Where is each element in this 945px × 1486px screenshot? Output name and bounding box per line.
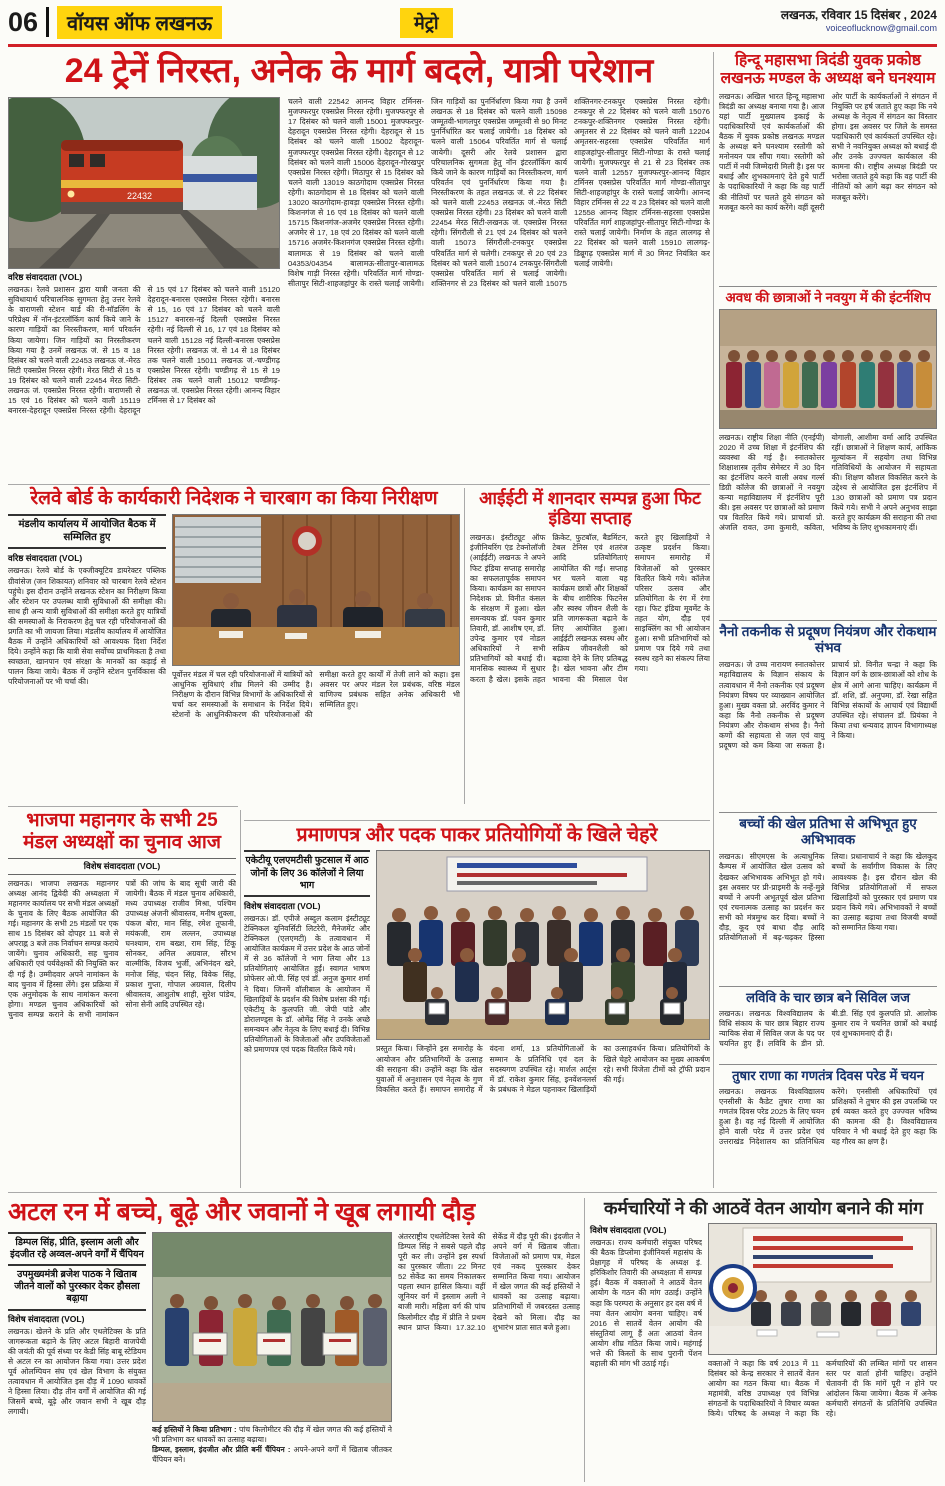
section-name: मेट्रो (400, 8, 453, 38)
train-photo-art (9, 98, 279, 268)
rule-bjp-top (8, 806, 238, 807)
nano-body: लखनऊ। जे उच्च नारायण स्नातकोत्तर महाविद्यालय के विज्ञान संकाय के तत्वावधान में नैनो तकनीक एवं प्रदूषण नियंत्रण विषय पर व्याख्यान आयोजित हुआ। मुख्य वक्ता प्रो. अरविंद कुमार ने कहा कि नैनो तकनीक से प्रदूषण नियंत्रण और रोकथाम संभव है। नैनो कणों की सहायता से जल एवं वायु प्रदूषण को कम किया जा सकता है। प्राचार्य प्रो. विनीत चन्द्रा ने कहा कि विज्ञान वर्ग के छात्र-छात्राओं को शोध के क्षेत्र में आगे आना चाहिए। कार्यक्रम में डॉ. शशि, डॉ. अनुपमा, डॉ. रेखा सहित विभिन्न संकायों के आचार्य एवं विद्यार्थी उपस्थित रहे। संचालन डॉ. प्रियंका ने किया तथा धन्यवाद ज्ञापन विभागाध्यक्ष ने किया। (719, 660, 937, 751)
article-nano (719, 620, 937, 810)
wage-meeting-photo (708, 1223, 937, 1355)
rule-cert-top (244, 820, 710, 821)
article-lviv-civil-judge (719, 986, 937, 1062)
atal-left (8, 1232, 146, 1475)
paper-name: वॉयस ऑफ लखनऊ (57, 6, 222, 39)
atal-subhead-2: उपमुख्यमंत्री ब्रजेश पाठक ने खिताब जीतने वालों को पुरस्कार देकर हौसला बढ़ा़या (8, 1266, 146, 1310)
railway-meeting-photo (172, 514, 460, 666)
wage-left (590, 1223, 702, 1477)
certificates-right (376, 850, 710, 1172)
article-bjp-election (8, 810, 236, 1190)
avadh-photo-art (720, 310, 936, 428)
trains-right-text: चलने वाली 22542 आनन्द विहार टर्मिनस-मुजफ्फरपुर एक्सप्रेस निरस्त रहेगी। मुजफ्फरपुर से 17 दिसंबर को चलने वाली 15001 मुजफ्फरपुर-देहरादून एक्सप्रेस निरस्त रहेगी। देहरादून से 15 दिसंबर को चलने वाली 15002 देहरादून-मुजफ्फरपुर एक्सप्रेस निरस्त रहेगी। देहरादून से 12 दिसंबर को चलने वाली 15006 देहरादून-गोरखपुर एक्सप्रेस निरस्त रहेगी। मिठापुर से 15 दिसंबर को चलने वाली 13019 काठगोदाम एक्सप्रेस निरस्त रहेगी। काठगोदाम से 18 दिसंबर को चलने वाली 13020 काठगोदाम-हावड़ा एक्सप्रेस निरस्त रहेगी। किशनगंज से 16 एवं 18 दिसंबर को चलने वाली 15715 किशनगंज-अजमेर एक्सप्रेस निरस्त रहेगी। अजमेर से 17, 18 एवं 20 दिसंबर को चलने वाली 15716 अजमेर-किशनगंज एक्सप्रेस निरस्त रहेगी। बालामऊ से 19 दिसंबर को चलने वाली 04353/04354 बालामऊ-सीतापुर-बालामऊ विशेष गाड़ी निरस्त रहेगी। परिवर्तित मार्ग गोण्डा-सीतापुर सिटी-शाहजहांपुर के रास्ते चलाई जायेगी। जिन गाड़ियों का पुनर्निर्धारण किया गया है उनमें लखनऊ से 18 दिसंबर को चलने वाली 15098 जम्मूतवी-भागलपुर एक्सप्रेस जम्मूतवी से 90 मिनट पुनर्निर्धारित कर चलाई जायेगी। 18 दिसंबर को चलने वाली 15064 परिवर्तित मार्ग से चलाई जायेगी। दूसरी ओर रेलवे प्रशासन द्वारा परिचालनिक सुगमता हेतु नॉन इंटरलॉकिंग कार्य किये जाने के कारण गाड़ियों का निरस्तीकरण, मार्ग परिवर्तन एवं पुनर्निर्धारण किया गया है। निरस्तीकरण के तहत लखनऊ जं. से 22 दिसंबर को चलने वाली 22453 लखनऊ जं.-मेरठ सिटी एक्सप्रेस निरस्त रहेगी। 23 दिसंबर को चलने वाली 22454 मेरठ सिटी-लखनऊ जं. एक्सप्रेस निरस्त रहेगी। सिंगरौली से 21 एवं 24 दिसंबर को चलने वाली 15073 सिंगरौली-टनकपुर एक्सप्रेस परिवर्तित मार्ग से चलेगी। टनकपुर से 20 एवं 23 दिसंबर को चलने वाली 15074 टनकपुर-सिंगरौली एक्सप्रेस परिवर्तित मार्ग से चलाई जायेगी। शक्तिनगर से 23 दिसंबर को चलने वाली 15075 शक्तिनगर-टनकपुर एक्सप्रेस निरस्त रहेगी। टनकपुर से 22 दिसंबर को चलने वाली 15076 टनकपुर-शक्तिनगर एक्सप्रेस निरस्त रहेगी। अमृतसर से 22 दिसंबर को चलने वाली 12204 अमृतसर-सहरसा एक्सप्रेस परिवर्तित मार्ग शाहजहांपुर-सीतापुर सिटी-गोण्डा के रास्ते चलाई जायेगी। मुजफ्फरपुर से 21 से 23 दिसंबर तक चलने वाली 12557 मुजफ्फरपुर-आनन्द विहार टर्मिनस एक्सप्रेस परिवर्तित मार्ग गोण्डा-सीतापुर सिटी-शाहजहांपुर के रास्ते चलाई जायेगी। आनन्द विहार टर्मिनस से 22 व 23 दिसंबर को चलने वाली 12558 आनन्द विहार टर्मिनस-सहरसा एक्सप्रेस परिवर्तित मार्ग शाहजहांपुर-सीतापुर सिटी-गोण्डा के रास्ते चलाई जायेगी। निर्माण के तहत लालगढ़ से 22 दिसंबर को चलने वाली 15910 लालगढ़-डिब्रूगढ़ एक्सप्रेस मार्ग में 30 मिनट नियंत्रित कर चलाई जायेगी। (288, 97, 710, 288)
page-number: 06 (8, 6, 39, 37)
atal-photo-art (153, 1233, 391, 1421)
certificates-headline: प्रमाणपत्र और पदक पाकर प्रतियोगियों के खिले चेहरे (296, 824, 658, 846)
avadh-body: लखनऊ। राष्ट्रीय शिक्षा नीति (एनईपी) 2020 में उच्च शिक्षा में इंटर्नशिप की व्यवस्था की गई है। स्नातकोत्तर शिक्षाशास्त्र तृतीय सेमेस्टर में 30 दिन का इंटर्नशिप करने वाली अवध गर्ल्स डिग्री कॉलेज की छात्राओं ने नवयुग कन्या महाविद्यालय में इंटर्नशिप पूरी की। इस अवसर पर छात्राओं को प्रमाण पत्र वितरित किये गये। प्राचार्या प्रो. अंजलि रावत, उमा कुमारी, कविता, योगाली, आशीमा वर्मा आदि उपस्थित रहीं। छात्राओं ने शिक्षण कार्य, आंकिक मूल्यांकन में सहयोग तथा विभिन्न गतिविधियों के आयोजन में सहायता की। शिक्षण कौशल विकसित करने के उद्देश्य से आयोजित इस इंटर्नशिप में 130 छात्राओं को प्रमाण पत्र प्रदान किये गये। सभी ने अपने अनुभव साझा करते हुए कार्यक्रम की सराहना की तथा भविष्य के लिए शुभकामनाएं दीं। (719, 432, 937, 533)
atal-run-photo (152, 1232, 392, 1422)
masthead-right (781, 6, 937, 33)
railway-board-right (172, 514, 460, 798)
bjp-byline: विशेष संवाददाता (VOL) (8, 858, 236, 875)
wage-right (708, 1223, 937, 1477)
atal-byline: विशेष संवाददाता (VOL) (8, 1313, 85, 1324)
atal-caption-1 (152, 1425, 392, 1445)
rule-atal-wage-vertical (584, 1198, 585, 1482)
main-vertical-rule (713, 52, 714, 1188)
article-iet-fit-india (470, 488, 710, 818)
atal-caption-1-rest: पांच किलोमीटर की दौड़ में खेल जगत की कई हस्तियों ने भी प्रतिभाग कर धावकों का उत्साह बढ़ाया। (152, 1424, 392, 1444)
atal-caption-1-lead: कई हस्तियों ने किया प्रतिभाग : (152, 1424, 237, 1434)
nano-headline: नैनो तकनीक से प्रदूषण नियंत्रण और रोकथाम संभव (719, 624, 937, 656)
atal-headline: अटल रन में बच्चे, बूढ़े और जवानों ने खूब लगायी दौड़ (8, 1198, 476, 1226)
tushar-headline: तुषार राणा का गणतंत्र दिवस परेड में चयन (732, 1068, 924, 1083)
atal-left-text: लखनऊ। खेलने के प्रति और एथलेटिक्स के प्रति जागरूकता बढ़ाने के लिए अटल बिहारी वाजपेयी की जयंती की पूर्व संध्या पर केडी सिंह बाबू स्टेडियम से अटल रन का आयोजन किया गया। उत्तर प्रदेश पूर्व ओलम्पियन संघ एवं खेल विभाग के संयुक्त तत्वावधान में आयोजित इस दौड़ में 1090 धावकों ने हिस्सा लिया। दौड़ तीन वर्गों में आयोजित की गई जिसमें बच्चे, बूढ़े और जवान सभी ने खूब दौड़ लगायी। (8, 1326, 146, 1417)
bjp-headline: भाजपा महानगर के सभी 25 मंडल अध्यक्षों का चुनाव आज (23, 810, 221, 853)
atal-caption-2-rest: अपने-अपने वर्गों में खिताब जीतकर चैंपियन बने। (152, 1444, 392, 1465)
article-khel-pratibha (719, 812, 937, 984)
trains-left-text: लखनऊ। रेलवे प्रशासन द्वारा यात्री जनता की सुविधायार्थ परिचालनिक सुगमता हेतु उत्तर रेलवे के वाराणसी स्टेशन यार्ड की री-मॉडलिंग के परिप्रेक्ष्य में नॉन-इंटरलॉकिंग कार्य किये जाने के कारण गाड़ियों का निरस्तीकरण, मार्ग परिवर्तन किया जायेगा। जिन गाड़ियों का निरस्तीकरण किया गया है उनमें लखनऊ जं. से 15 व 18 दिसंबर को चलने वाली 22453 लखनऊ जं.-मेरठ सिटी एक्सप्रेस निरस्त रहेगी। मेरठ सिटी से 15 व 19 दिसंबर को चलने वाली 22454 मेरठ सिटी-लखनऊ जं. एक्सप्रेस निरस्त रहेगी। वाराणसी से 15 एवं 16 दिसंबर को चलने वाली 15119 बनारस-देहरादून एक्सप्रेस निरस्त रहेगी। देहरादून से 15 एवं 17 दिसंबर को चलने वाली 15120 देहरादून-बनारस एक्सप्रेस निरस्त रहेगी। बनारस से 15, 16 एवं 17 दिसंबर को चलने वाली 15127 बनारस-नई दिल्ली एक्सप्रेस निरस्त रहेगी। नई दिल्ली से 16, 17 एवं 18 दिसंबर को चलने वाली 15128 नई दिल्ली-बनारस एक्सप्रेस निरस्त रहेगी। लखनऊ जं. से 14 से 18 दिसंबर तक चलने वाली 15011 लखनऊ जं.-चण्डीगढ़ एक्सप्रेस निरस्त रहेगी। चण्डीगढ़ से 15 से 19 दिसंबर तक चलने वाली 15012 चण्डीगढ़-लखनऊ जं. एक्सप्रेस निरस्त रहेगी। आनन्द विहार टर्मिनस से 17 दिसंबर को (8, 285, 280, 416)
railway-board-subhead: मंडलीय कार्यालय में आयोजित बैठक में सम्मिलित हुए (8, 514, 166, 550)
rule-bottom-band (8, 1192, 937, 1193)
lviv-headline: लविवि के चार छात्र बने सिविल जज (746, 990, 910, 1005)
wage-left-text: लखनऊ। राज्य कर्मचारी संयुक्त परिषद की बैठक डिप्लोमा इंजीनियर्स महासंघ के प्रेक्षागृह में परिषद के अध्यक्ष इं. हरिकिशोर तिवारी की अध्यक्षता में सम्पन्न हुई। बैठक में वक्ताओं ने आठवें वेतन आयोग के गठन की मांग उठाई। उन्होंने कहा कि परम्परा के अनुसार हर दस वर्ष में नया वेतन आयोग बनना चाहिए। वर्ष 2016 से सातवें वेतन आयोग की संस्तुतियां लागू हैं अतः आठवां वेतन आयोग शीघ्र गठित किया जाये। महंगाई भत्ते की किस्तों के साथ पुरानी पेंशन बहाली की मांग भी उठाई गई। (590, 1238, 702, 1369)
railway-board-headline: रेलवे बोर्ड के कार्यकारी निदेशक ने चारबाग का किया निरीक्षण (30, 488, 438, 509)
wage-headline: कर्मचारियों ने की आठवें वेतन आयोग बनाने की मांग (604, 1198, 923, 1218)
certificates-left-text: लखनऊ। डॉ. एपीजे अब्दुल कलाम इंस्टीट्यूट टेक्निकल यूनिवर्सिटी लिटरेरी, मैनेजमेंट और टेक्निकल (एलएमटी) के तत्वावधान में आयोजित कार्यक्रम में उत्तर प्रदेश के आठ जोनों में से 36 कॉलेजों ने भाग लिया और 13 प्रतियोगिताएं आयोजित हुईं। स्वागत भाषण प्रोफेसर ओ.पी. सिंह एवं डॉ. अनुज कुमार शर्मा ने दिया। जिनमें वॉलीबाल के आयोजन में खिलाड़ियों के प्रदर्शन की विशेष प्रशंसा की गई। एकेटीयू के कुलपति जी. जेपी पांडे और डोरालण्ड्स के डॉ. ओमेंद्र सिंह ने उनके अच्छे समन्वयन और नेतृत्व के लिए बधाई दी। विभिन्न प्रतियोगिताओं के विजेताओं और उपविजेताओं को प्रमाणपत्र एवं पदक वितरित किये गये। (244, 913, 370, 1055)
wage-photo-art (709, 1224, 936, 1354)
trains-headline: 24 ट्रेनें निरस्त, अनेक के मार्ग बदले, यात्री परेशान (64, 52, 654, 90)
masthead-rule (8, 44, 937, 47)
trains-byline: वरिष्ठ संवाददाता (VOL) (8, 272, 83, 283)
atal-caption-2 (152, 1445, 392, 1465)
khel-headline: बच्चों की खेल प्रतिभा से अभिभूत हुए अभिभावक (739, 816, 917, 848)
atal-middle (152, 1232, 392, 1475)
article-wage-commission (590, 1198, 937, 1482)
khel-body: लखनऊ। सीएमएस के अत्याधुनिक कैम्पस में आयोजित खेल उत्सव को देखकर अभिभावक अभिभूत हो गये। इस अवसर पर प्री-प्राइमरी के नन्हें-मुन्ने बच्चों ने अपनी अभूतपूर्व खेल प्रतिभा एवं रचनात्मक उत्साह का प्रदर्शन कर सभी को मंत्रमुग्ध कर दिया। बच्चों ने दौड़, कूद एवं बाधा दौड़ आदि प्रतियोगिताओं में बढ़-चढ़कर हिस्सा लिया। प्रधानाचार्य ने कहा कि खेलकूद बच्चों के सर्वांगीण विकास के लिए आवश्यक है। इस दौरान खेल की विभिन्न प्रतियोगिताओं में सफल खिलाड़ियों को पुरस्कार एवं प्रमाण पत्र प्रदान किये गये। अभिभावकों ने बच्चों का उत्साह बढ़ाया तथा विजयी बच्चों को सम्मानित किया गया। (719, 852, 937, 943)
article-trains (8, 52, 710, 482)
certificates-bottom-text: प्रस्तुत किया। जिन्होंने इस समारोह के आयोजन और प्रतिभागियों के उत्साह की सराहना की। उन्होंने कहा कि खेल युवाओं में अनुशासन एवं नेतृत्व के गुण विकसित करते हैं। समापन समारोह में वंदना शर्मा, 13 प्रतियोगिताओं के सम्मान के प्रतिनिधि एवं दल के सदस्यगण उपस्थित रहे। मार्शल आर्ट्स में डॉ. राकेश कुमार सिंह, इनवेंशनलर्स के प्रबंधक ने मेडल पहनाकर खिलाड़ियों का उत्साहवर्धन किया। प्रतियोगियों के खिले चेहरे आयोजन का मुख्य आकर्षण रहे। सभी विजेता टीमों को ट्रॉफी प्रदान की गई। (376, 1044, 710, 1094)
article-certificates (244, 824, 710, 1188)
wage-byline: विशेष संवाददाता (VOL) (590, 1225, 667, 1235)
rule-bjp-cert-vertical (240, 810, 241, 1188)
tushar-body: लखनऊ। लखनऊ विश्वविद्यालय एनसीसी के कैडेट तुषार राणा का गणतंत्र दिवस परेड 2025 के लिए चयन हुआ है। वह नई दिल्ली में आयोजित होने वाली परेड में उत्तर प्रदेश एवं उत्तराखंड निदेशालय का प्रतिनिधित्व करेंगे। एनसीसी अधिकारियों एवं प्रशिक्षकों ने तुषार की इस उपलब्धि पर हर्ष व्यक्त करते हुए उज्ज्वल भविष्य की कामना की है। विश्वविद्यालय परिवार ने भी बधाई देते हुए कहा कि यह गौरव का क्षण है। (719, 1086, 937, 1147)
email: voiceoflucknow@gmail.com (825, 23, 937, 33)
lviv-body: लखनऊ। लखनऊ विश्वविद्यालय के विधि संकाय के चार छात्र बिहार राज्य न्यायिक सेवा में सिविल जज के पद पर चयनित हुए हैं। लविवि के डीन प्रो. बी.डी. सिंह एवं कुलपति प्रो. आलोक कुमार राय ने चयनित छात्रों को बधाई एवं शुभकामनाएं दी हैं। (719, 1008, 937, 1048)
train-photo (8, 97, 280, 269)
bjp-body: लखनऊ। भाजपा लखनऊ महानगर अध्यक्ष आनंद द्विवेदी की अध्यक्षता में महानगर कार्यालय पर सभी मंडल अध्यक्षों के चुनाव के लिए बैठक आयोजित की गई। महानगर के सभी 25 मंडलों पर एक साथ 15 दिसंबर को दोपहर 11 बजे से अपराह्न 3 बजे तक निर्वाचन सम्पन्न कराये जायेंगे। चुनाव अधिकारी, सह चुनाव अधिकारी एवं पर्यवेक्षकों की नियुक्ति कर दी गई है। उम्मीदवार अपने नामांकन के बाद चुनाव में हिस्सा लेंगे। इस प्रक्रिया में एक अनुमोदक के साथ नामांकन करना होगा। मण्डल चुनाव अधिकारियों को चुनाव सम्पन्न कराने के सभी नामांकन पत्रों की जांच के बाद सूची जारी की जायेगी। बैठक में मंडल चुनाव अधिकारी, मध्य उपाध्यक्ष राजीव मिश्रा, पश्चिम उपाध्यक्ष अंजनी श्रीवास्तव, मनीष शुक्ला, पंकज बोरा, मान सिंह, रमेश तूफानी, मयंकजी, राम लल्लन, उपाध्यक्ष घनश्याम, राम बख्श, राम सिंह, टिंकू सोनकर, अनिल अग्रवाल, सौरभ वाल्मीकि, विजय भुर्जी, अभिनंदन खरे, मनोज सिंह, चंदन सिंह, विवेक सिंह, प्रकाश गुप्ता, गोपाल अग्रवाल, दिलीप श्रीवास्तव, आशुतोष शाही, सुरेश पांडेय, सोना सेनी आदि उपस्थित रहे। (8, 878, 236, 1019)
certificates-subhead: एकेटीयू एलएमटीसी फुटसाल में आठ जोनों के लिए 36 कॉलेजों ने लिया भाग (244, 850, 370, 896)
railway-board-left (8, 514, 166, 798)
article-atal-run (8, 1198, 580, 1482)
avadh-photo (719, 309, 937, 429)
wage-bottom-text: वक्ताओं ने कहा कि वर्ष 2013 में 11 दिसंबर को केन्द्र सरकार ने सातवें वेतन आयोग का गठन किया था। बैठक में महामंत्री, वरिष्ठ उपाध्यक्ष एवं विभिन्न संगठनों के पदाधिकारियों ने विचार व्यक्त किये। परिषद के अध्यक्ष ने कहा कि कर्मचारियों की लम्बित मांगों पर शासन स्तर पर वार्ता होनी चाहिए। उन्होंने चेतावनी दी कि मांगें पूरी न होने पर आंदोलन किया जायेगा। बैठक में अनेक कर्मचारी संगठनों के प्रतिनिधि उपस्थित रहे। (708, 1359, 937, 1419)
certificates-photo-art (377, 851, 709, 1039)
atal-caption-2-lead: डिम्पल, इस्लाम, इंदजीत और प्रीति बनीं चैंपियन : (152, 1444, 291, 1454)
avadh-headline: अवध की छात्राओं ने नवयुग में की इंटर्नशिप (725, 290, 931, 305)
article-hindu-mahasabha (719, 52, 937, 284)
atal-right-text: अंतरराष्ट्रीय एथलेटिक्स रेलवे की डिम्पल सिंह ने सबसे पहले दौड़ पूरी कर ली। उन्होंने इस स्पर्धा का पुरस्कार जीता। 22 मिनट 52 सेकेंड का समय निकालकर पहला स्थान हासिल किया। वहीं जूनियर वर्ग में इस्लाम अली ने बाजी मारी। महिला वर्ग की पांच किलोमीटर दौड़ में प्रीति ने प्रथम स्थान प्राप्त किया। 17.32.10 सेकेंड में दौड़ पूरी की। इंदजीत ने अपने वर्ग में खिताब जीता। विजेताओं को प्रमाण पत्र, मेडल एवं नकद पुरस्कार देकर सम्मानित किया गया। आयोजन में खेल जगत की कई हस्तियों ने धावकों का उत्साह बढ़ाया। प्रतिभागियों में जबरदस्त उत्साह देखने को मिला। दौड़ का शुभारंभ प्रातः सात बजे हुआ। (398, 1231, 580, 1332)
hindu-headline: हिन्दू महासभा त्रिदंडी युवक प्रकोष्ठ लखनऊ मण्डल के अध्यक्ष बने घनश्याम (720, 52, 936, 87)
certificates-byline: विशेष संवाददाता (VOL) (244, 900, 321, 911)
atal-subhead-1: डिम्पल सिंह, प्रीति, इस्लाम अली और इंदजीत रहे अव्वल-अपने वर्गों में चैंपियन (8, 1232, 146, 1266)
certificates-group-photo (376, 850, 710, 1040)
atal-captions (152, 1425, 392, 1475)
iet-body: लखनऊ। इंस्टीट्यूट ऑफ इंजीनियरिंग एंड टेक्नोलॉजी (आईईटी) लखनऊ ने अपने फिट इंडिया सप्ताह समारोह का सफलतापूर्वक समापन किया। कार्यक्रम का समापन निदेशक प्रो. विनीत कंसल के संरक्षण में हुआ। खेल समन्वयक डॉ. पवन कुमार तिवारी, डॉ. आशीष एम, डॉ. उपेन्द्र कुमार एवं नोडल अधिकारियों ने सभी प्रतिभागियों को बधाई दी। मानसिक स्वास्थ्य में सुधार करता है खेल। इसके तहत क्रिकेट, फुटबॉल, बैडमिंटन, टेबल टेनिस एवं शतरंज आदि प्रतियोगिताएं आयोजित की गईं। सप्ताह भर चलने वाला यह कार्यक्रम छात्रों और शिक्षकों के बीच शारीरिक फिटनेस और स्वस्थ जीवन शैली के प्रति जागरूकता बढ़ाने के लिए आयोजित हुआ। आईईटी लखनऊ स्वस्थ और सक्रिय जीवनशैली को बढ़ावा देने के लिए प्रतिबद्ध है। खेल भावना और टीम भावना की मिसाल पेश करते हुए खिलाड़ियों ने उत्कृष्ट प्रदर्शन किया। समापन समारोह में विजेताओं को पुरस्कार वितरित किये गये। कॉलेज परिसर उत्सव और प्रतियोगिता के रंग में रंगा रहा। फिट इंडिया मूवमेंट के तहत योग, दौड़ एवं साइक्लिंग का भी आयोजन हुआ। सभी प्रतिभागियों को प्रमाण पत्र दिये गये तथा स्वस्थ रहने का संकल्प लिया गया। (470, 533, 710, 684)
masthead-divider (46, 7, 49, 37)
article-avadh-internship (719, 286, 937, 616)
trains-left-block (8, 97, 280, 471)
article-tushar-rana (719, 1064, 937, 1188)
railway-board-byline: वरिष्ठ संवाददाता (VOL) (8, 553, 83, 564)
railway-board-left-text: लखनऊ। रेलवे बोर्ड के एक्जीक्यूटिव डायरेक्टर पब्लिक ग्रीवांसेज (जन शिकायत) शनिवार को चारबाग रेलवे स्टेशन पहुंचे। इस दौरान उन्होंने लखनऊ स्टेशन का निरीक्षण किया और स्टेशन पर उपलब्ध यात्री सुविधाओं की समीक्षा की। साथ ही अन्य यात्री सुविधाओं की समीक्षा करते हुए यात्रियों की समस्याओं के निराकरण हेतु चल रही परियोजनाओं की प्रगति का भी जायजा लिया। मंडलीय कार्यालय में आयोजित बैठक में उन्होंने अधिकारियों को आवश्यक दिशा निर्देश दिये। उन्होंने कहा कि यात्री सेवा सर्वोच्च प्राथमिकता है तथा स्वच्छता, खानपान एवं संरक्षा के मानकों का कड़ाई से पालन किया जाये। बैठक में उन्होंने स्टेशन पुनर्विकास की परियोजनाओं पर भी चर्चा की। (8, 566, 166, 687)
rule-trains-bottom (8, 484, 710, 485)
city-date: लखनऊ, रविवार 15 दिसंबर , 2024 (780, 8, 937, 22)
railway-board-bottom-text: पूर्वोत्तर मंडल में चल रही परियोजनाओं में यात्रियों को आधुनिक सुविधाएं शीघ्र मिलने की उम्मीद है। निरीक्षण के दौरान विभिन्न विभागों के अधिकारियों से चर्चा कर समस्याओं के समाधान के निर्देश दिये। स्टेशनों के आधुनिकीकरण की परियोजनाओं की समीक्षा करते हुए कार्यों में तेजी लाने को कहा। इस अवसर पर अपर मंडल रेल प्रबंधक, वरिष्ठ मंडल वाणिज्य प्रबंधक सहित अनेक अधिकारी भी सम्मिलित हुए। (172, 669, 460, 720)
hindu-body: लखनऊ। अखिल भारत हिन्दू महासभा त्रिदंडी का अध्यक्ष बनाया गया है। आज यहां पार्टी मुख्यालय इकाई के पदाधिकारियों एवं कार्यकर्ताओं की बैठक में युवक प्रकोष्ठ लखनऊ मण्डल के अध्यक्ष बने घनश्याम रस्तोगी को मनोनयन पत्र सौंपा गया। रस्तोगी को पार्टी में नयी जिम्मेदारी मिली है। इस पर बधाई और शुभकामनाएं देते हुये पार्टी के पदाधिकारियों ने कहा कि वह पार्टी की नीतियों पर चलते हुये संगठन को मजबूत करने का कार्य करेंगे। वहीं दूसरी ओर पार्टी के कार्यकर्ताओं ने संगठन में नियुक्ति पर हर्ष जताते हुए कहा कि नये अध्यक्ष के नेतृत्व में संगठन का विस्तार होगा। इस अवसर पर जिले के समस्त पदाधिकारी एवं कार्यकर्ता उपस्थित रहे। सभी ने नवनियुक्त अध्यक्ष को बधाई दी और उनके उज्ज्वल कार्यकाल की कामना की। राष्ट्रीय अध्यक्ष त्रिदंडी पर भरोसा जताते हुये कहा कि वह पार्टी की नीतियों को आगे बढ़ा कर संगठन को मजबूत करेंगे। (719, 91, 937, 212)
article-railway-board (8, 488, 460, 802)
certificates-left (244, 850, 370, 1172)
rule-mid-vertical (464, 488, 465, 804)
iet-headline: आईईटी में शानदार सम्पन्न हुआ फिट इंडिया सप्ताह (479, 488, 701, 529)
railway-meeting-photo-art (173, 515, 459, 665)
train-number-text: 22432 (127, 191, 153, 202)
